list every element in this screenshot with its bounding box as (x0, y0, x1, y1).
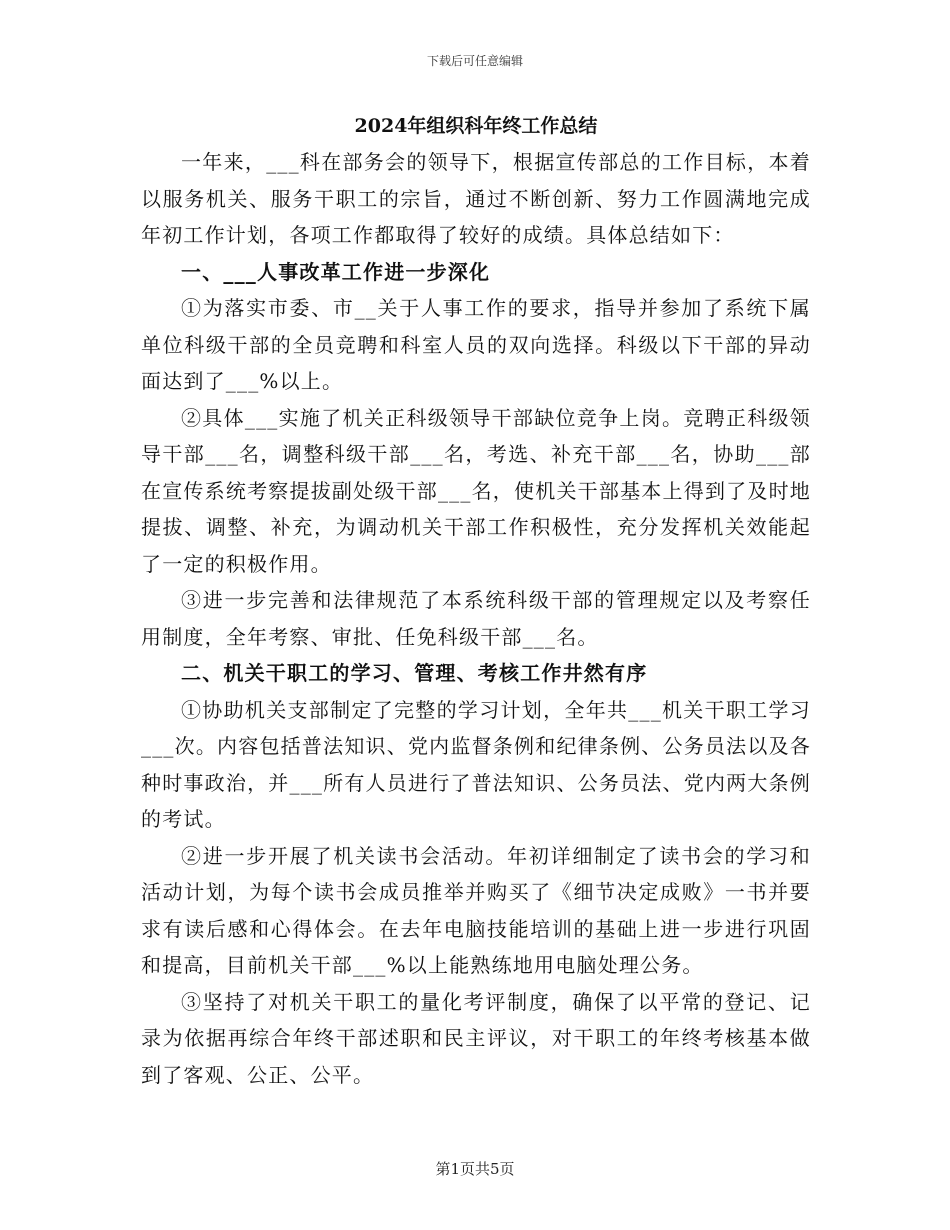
section-2-item-3: ③坚持了对机关干职工的量化考评制度，确保了以平常的登记、记录为依据再综合年终干部述职和民主评议，对干职工的年终考核基本做到了客观、公正、公平。 (141, 989, 811, 1087)
section-1-item-1: ①为落实市委、市__关于人事工作的要求，指导并参加了系统下属单位科级干部的全员竞聘和科室人员的双向选择。科级以下干部的异动面达到了___%以上。 (141, 296, 811, 393)
header-note: 下载后可任意编辑 (426, 54, 523, 68)
section-1-heading: 一、___人事改革工作进一步深化 (181, 259, 491, 284)
section-1-item-3: ③进一步完善和法律规范了本系统科级干部的管理规定以及考察任用制度，全年考察、审批、任免科级干部___名。 (141, 588, 811, 649)
section-1-item-2: ②具体___实施了机关正科级领导干部缺位竞争上岗。竞聘正科级领导干部___名，调整科级干部___名，考选、补充干部___名，协助___部在宣传系统考察提拔副处级干部___名，使机关干部基本上得到了及时地提拔、调整、补充，为调动机关干部工作积极性，充分发挥机关效能起了一定的积极作用。 (141, 405, 811, 576)
document-title: 2024年组织科年终工作总结 (354, 115, 598, 137)
section-2-heading: 二、机关干职工的学习、管理、考核工作井然有序 (181, 661, 648, 685)
section-2-item-1: ①协助机关支部制定了完整的学习计划，全年共___机关干职工学习___次。内容包括普法知识、党内监督条例和纪律条例、公务员法以及各种时事政治，并___所有人员进行了普法知识、公务员法、党内两大条例的考试。 (141, 697, 811, 831)
document-body (141, 108, 811, 1093)
page-footer: 第1页共5页 (435, 1160, 515, 1178)
intro-paragraph: 一年来，___科在部务会的领导下，根据宣传部总的工作目标，本着以服务机关、服务干职工的宗旨，通过不断创新、努力工作圆满地完成年初工作计划，各项工作都取得了较好的成绩。具体总结如下： (141, 150, 811, 247)
section-2-item-2: ②进一步开展了机关读书会活动。年初详细制定了读书会的学习和活动计划，为每个读书会成员推举并购买了《细节决定成败》一书并要求有读后感和心得体会。在去年电脑技能培训的基础上进一步进行巩固和提高，目前机关干部___%以上能熟练地用电脑处理公务。 (141, 843, 811, 977)
